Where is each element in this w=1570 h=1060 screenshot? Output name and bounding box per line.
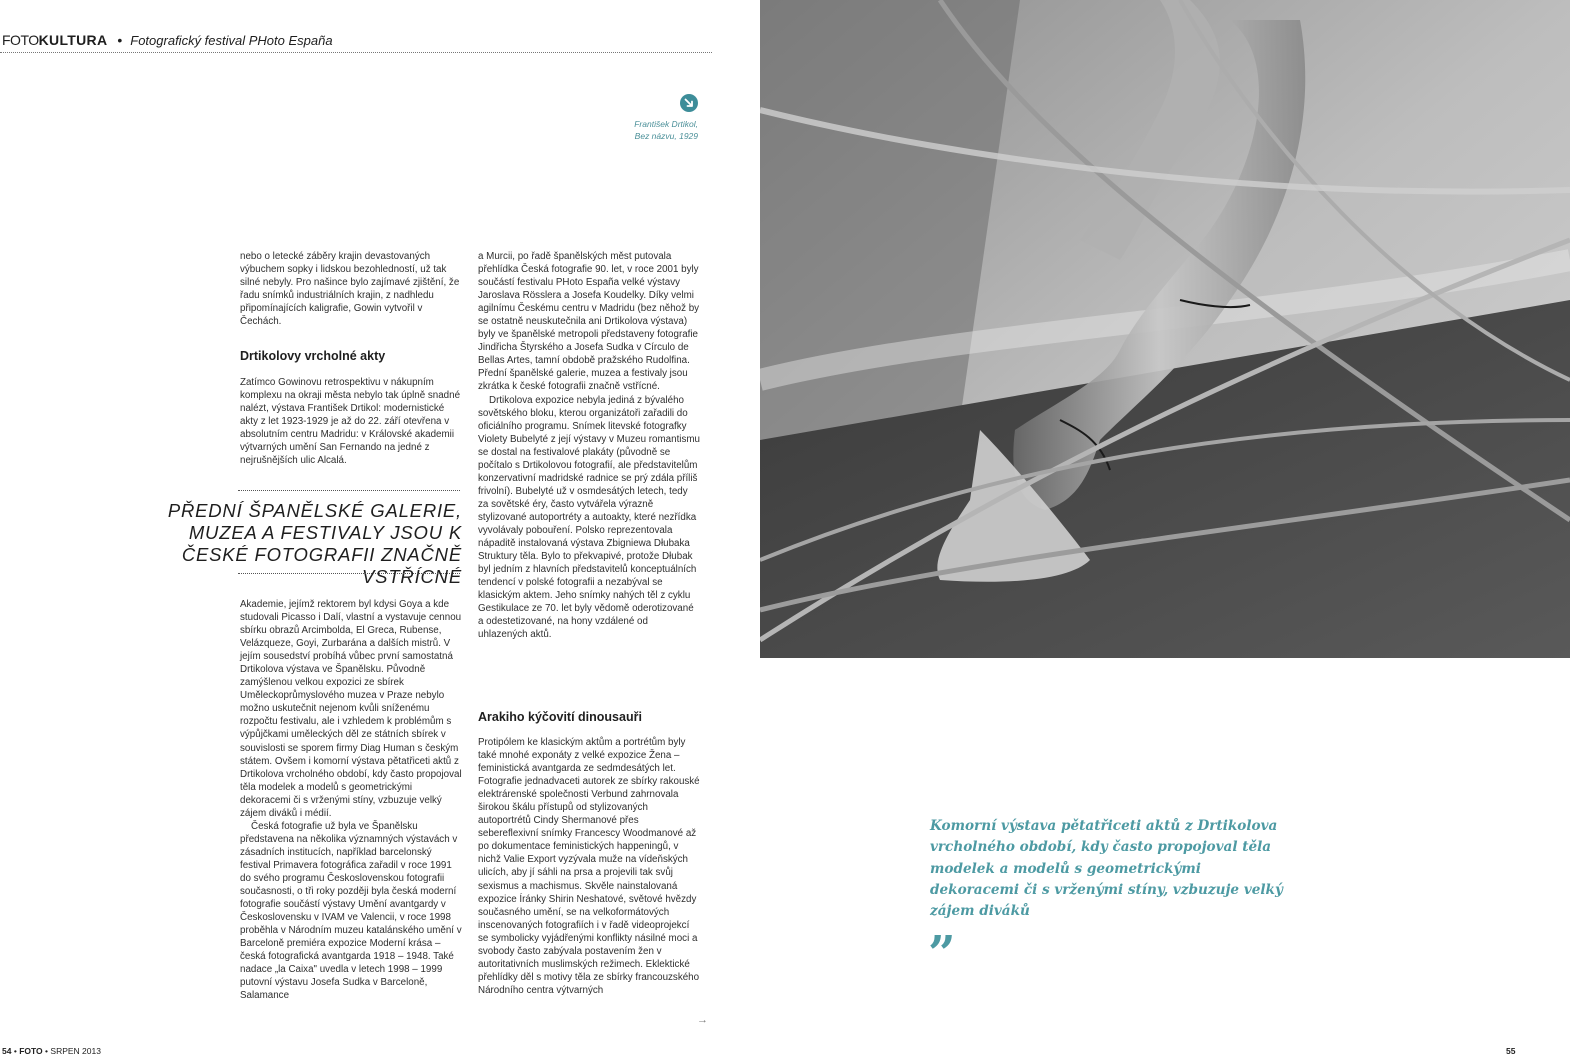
paragraph: Česká fotografie už byla ve Španělsku představena na několika významných výstavách v zásadních institucích, například barcelonský festival Primavera fotográfica zařadil v roce 1991 do svého programu Československou fotografii současnosti, o tři roky později byla česká moderní fotografie součástí výstavy Umění avantgardy v Československu v IVAM ve Valencii, v roce 1998 proběhla v Národním muzeu katalánského umění v Barceloně premiéra expozice Moderní krása – česká fotografická avantgarda 1918 – 1948. Také nadace „la Caixa" uvedla v letech 1998 – 1999 putovní výstavu Josefa Sudka v Barceloně, Salamance bbox=[240, 820, 462, 1002]
body-column-b-top bbox=[478, 250, 700, 641]
body-column-a-mid bbox=[240, 376, 462, 467]
paragraph: Zatímco Gowinovu retrospektivu v nákupním komplexu na okraji města nebylo tak úplně snadné nalézt, výstava František Drtikol: modernistické akty z let 1923-1929 je až do 22. září otevřena v absolutním centru Madridu: v Královské akademii výtvarných umění San Fernando na jedné z nejrušnějších ulic Alcalá. bbox=[240, 377, 461, 467]
article-subtitle: Fotografický festival PHoto España bbox=[130, 33, 333, 48]
footer-separator: • bbox=[13, 1046, 17, 1056]
paragraph: Akademie, jejímž rektorem byl kdysi Goya a kde studovali Picasso i Dalí, vlastní a vystavuje cennou sbírku obrazů Arcimbolda, El Greca, Rubense, Velázqueze, Goyi, Zurbarána a dalších mistrů. V jejím sousedství probíhá vůbec první samostatná Drtikolova výstava ve Španělsku. Původně zamýšlenou velkou expozici ze sbírek Uměleckoprůmyslového muzea v Praze nebylo možno uskutečnit nejenom kvůli sníženému rozpočtu festivalu, ale i vzhledem k problémům s výpůjčkami uměleckých děl ze státních sbírek v souvislosti se sporem firmy Diag Human s českým státem. Ovšem i komorní výstava pětatřiceti aktů z Drtikolova vrcholného období, kdy často propojoval těla modelek a modelů s geometrickými dekoracemi či s vrženými stíny, vzbuzuje velký zájem diváků i médií. bbox=[240, 599, 462, 819]
paragraph: Drtikolova expozice nebyla jediná z bývalého sovětského bloku, kterou organizátoři zařadili do oficiálního programu. Snímek litevské fotografky Violety Bubelyté z její výstavy v Muzeu romantismu se dostal na festivalové plakáty (původně se počítalo s Drtikolovou fotografií, ale představitelům konzervativní madridské radnice se prý zdála příliš frivolní). Bubelyté už v osmdesátých letech, tedy za sovětské éry, často vytvářela výrazně stylizované autoportréty a autoakty, které nezřídka vyvolávaly pobouření. Polsko reprezentovala nápaditě instalovaná výstava Zbigniewa Dłubaka Struktury těla. Bylo to překvapivé, protože Dłubak byl jedním z hlavních představitelů konceptuálních tendencí v polské fotografii a nezabýval se klasickým aktem. Jeho snímky nahých těl z cyklu Gestikulace ze 70. let byly vědomě oderotizované a odestetizované, na hony vzdálené od uhlazených aktů. bbox=[478, 394, 700, 641]
pull-quote-rule-top bbox=[238, 490, 460, 491]
quote-mark-icon: ” bbox=[928, 926, 956, 982]
photo-caption bbox=[560, 118, 698, 142]
page-number-right: 55 bbox=[1506, 1046, 1516, 1056]
subheading-araki bbox=[478, 709, 642, 725]
section-heading: Drtikolovy vrcholné akty bbox=[240, 349, 386, 363]
caption-title: Bez názvu, 1929 bbox=[634, 131, 698, 141]
footer-left bbox=[2, 1046, 101, 1056]
header-separator: • bbox=[117, 32, 123, 48]
body-column-a-bottom bbox=[240, 598, 462, 1002]
pull-quote-rule-bottom bbox=[238, 573, 460, 574]
section-heading: Arakiho kýčovití dinousauři bbox=[478, 710, 642, 724]
page-number-left: 54 bbox=[2, 1046, 12, 1056]
subheading-drtikol bbox=[240, 348, 385, 364]
caption-author: František Drtikol, bbox=[634, 119, 698, 129]
body-column-b-bottom bbox=[478, 736, 700, 997]
section-brand-light: FOTO bbox=[2, 32, 39, 48]
section-brand-bold: KULTURA bbox=[38, 32, 108, 48]
body-column-a-top bbox=[240, 250, 462, 328]
magazine-name: FOTO bbox=[19, 1046, 43, 1056]
issue-label: SRPEN 2013 bbox=[50, 1046, 101, 1056]
paragraph: nebo o letecké záběry krajin devastovaných výbuchem sopky i lidskou bezohledností, už tak silné nebyly. Pro našince bylo zajímavé zjištění, že řadu snímků industriálních krajin, z nadhledu připomínajících kaligrafie, Gowin vytvořil v Čechách. bbox=[240, 251, 460, 328]
paragraph: a Murcii, po řadě španělských měst putovala přehlídka Česká fotografie 90. let, v roce 2001 byly součástí festivalu PHoto España velké výstavy Jaroslava Rösslera a Josefa Koudelky. Díky velmi agilnímu Českému centru v Madridu (bez něhož by se ostatně neuskutečnila ani Drtikolova výstava) byly ve španělské metropoli představeny fotografie Jindřicha Štyrského a Josefa Sudka v Círculo de Bellas Artes, tamní obdobě pražského Rudolfina. Přední španělské galerie, muzea a festivaly jsou zkrátka k české fotografii značně vstřícné. bbox=[478, 251, 700, 393]
paragraph: Protipólem ke klasickým aktům a portrétům byly také mnohé exponáty z velké expozice Žena – feministická avantgarda ze sedmdesátých let. Fotografie jednadvaceti autorek ze sbírky rakouské elektrárenské společnosti Verbund zahrnovala širokou škálu přístupů od stylizovaných autoportrétů Cindy Shermanové přes sebereflexivní snímky Francescy Woodmanové až po dokumentace feministických happeningů, v nichž Valie Export vyzývala muže na vídeňských ulicích, aby jí sáhli na prsa a projevili tak svůj sexismus a machismus. Skvěle nainstalovaná expozice Íránky Shirin Neshatové, světové hvězdy současného umění, se na velkoformátových inscenovaných fotografiích i v řadě videoprojekcí se symbolicky vyjádřenými konflikty násilné moci a svobody často zabývala postavením žen v autoritativních muslimských režimech. Eklektické přehlídky děl s motivy těla ze sbírky francouzského Národního centra výtvarných bbox=[478, 737, 700, 996]
continue-arrow-icon: → bbox=[697, 1014, 708, 1026]
footer-separator: • bbox=[45, 1046, 49, 1056]
header-rule bbox=[0, 52, 712, 53]
pull-quote: PŘEDNÍ ŠPANĚLSKÉ GALERIE, MUZEA A FESTIVALY JSOU K ČESKÉ FOTOGRAFII ZNAČNĚ VSTŘÍCNÉ bbox=[167, 500, 462, 587]
side-quote: Komorní výstava pětatřiceti aktů z Drtikolova vrcholného období, kdy často propojoval těla modelek a modelů s geometrickými dekoracemi či s vrženými stíny, vzbuzuje velký zájem diváků bbox=[930, 818, 1283, 920]
running-head bbox=[2, 31, 333, 50]
arrow-down-right-icon bbox=[680, 94, 698, 112]
drtikol-photograph bbox=[760, 0, 1570, 658]
